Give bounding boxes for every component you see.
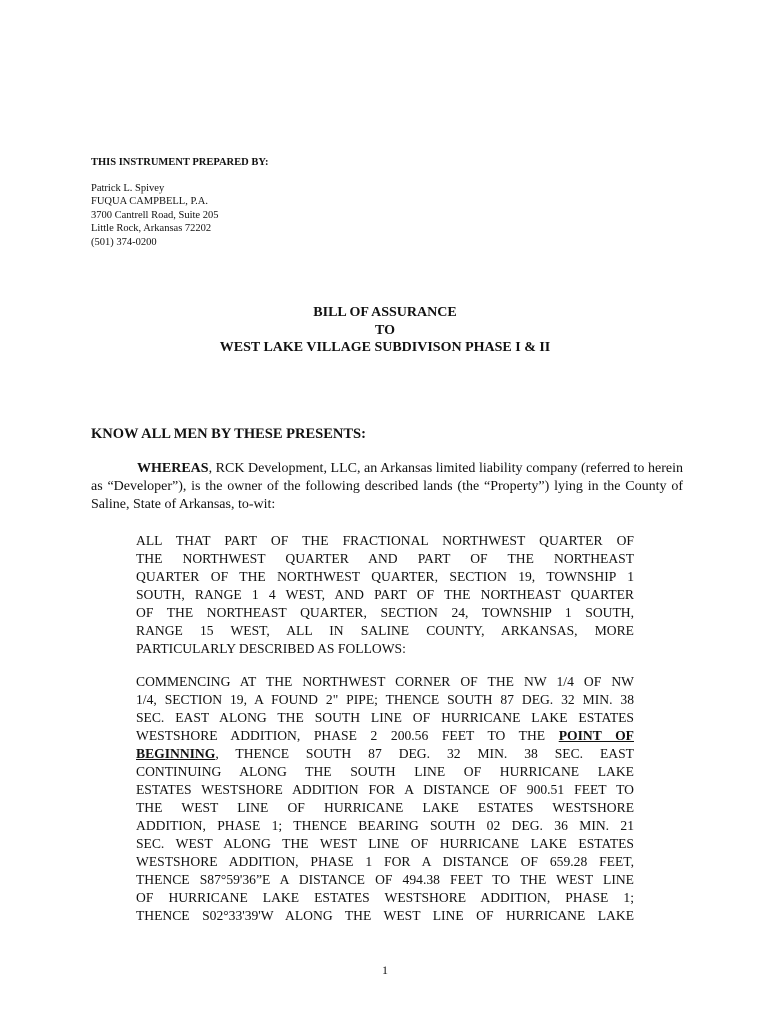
- point-of-beginning-label: POINT OF: [558, 728, 634, 743]
- legal-line: QUARTER OF THE NORTHWEST QUARTER, SECTION 19, TOWNSHIP 1: [136, 569, 634, 584]
- legal-line: [136, 745, 634, 763]
- preparer-firm: FUQUA CAMPBELL, P.A.: [91, 196, 208, 208]
- legal-line: [136, 727, 634, 745]
- legal-line-text: WESTSHORE ADDITION, PHASE 2 200.56 FEET TO THE: [136, 728, 559, 743]
- point-of-beginning-label: BEGINNING: [136, 746, 216, 761]
- preparer-address-block: [91, 182, 218, 249]
- metes-and-bounds-paragraph: [136, 673, 634, 925]
- legal-line: OF THE NORTHEAST QUARTER, SECTION 24, TOWNSHIP 1 SOUTH,: [136, 605, 634, 620]
- preparer-city: Little Rock, Arkansas 72202: [91, 223, 212, 235]
- legal-line: CONTINUING ALONG THE SOUTH LINE OF HURRICANE LAKE: [136, 764, 634, 779]
- legal-line: PARTICULARLY DESCRIBED AS FOLLOWS:: [136, 641, 406, 656]
- legal-line: THENCE S87°59'36”E A DISTANCE OF 494.38 FEET TO THE WEST LINE: [136, 872, 634, 887]
- legal-line: RANGE 15 WEST, ALL IN SALINE COUNTY, ARKANSAS, MORE: [136, 623, 634, 638]
- legal-line: SEC. EAST ALONG THE SOUTH LINE OF HURRICANE LAKE ESTATES: [136, 710, 634, 725]
- prepared-by-heading: THIS INSTRUMENT PREPARED BY:: [91, 157, 269, 168]
- title-line-3: WEST LAKE VILLAGE SUBDIVISON PHASE I & II: [219, 340, 551, 355]
- legal-line: SOUTH, RANGE 1 4 WEST, AND PART OF THE NORTHEAST QUARTER: [136, 587, 634, 602]
- preparer-name: Patrick L. Spivey: [91, 183, 165, 194]
- whereas-body: , RCK Development, LLC, an Arkansas limited liability company (referred to herein as “Developer”), is the owner of the following described lands (the “Property”) lying in the County of Saline, State of Arkansas, to-wit:: [91, 461, 683, 513]
- title-line-1: BILL OF ASSURANCE: [313, 305, 457, 320]
- legal-line: THENCE S02°33'39'W ALONG THE WEST LINE OF HURRICANE LAKE: [136, 908, 634, 923]
- legal-line: 1/4, SECTION 19, A FOUND 2" PIPE; THENCE SOUTH 87 DEG. 32 MIN. 38: [136, 692, 634, 707]
- whereas-lead: WHEREAS: [137, 461, 209, 476]
- title-line-2: TO: [375, 322, 395, 338]
- legal-line: OF HURRICANE LAKE ESTATES WESTSHORE ADDITION, PHASE 1;: [136, 890, 634, 905]
- preparer-phone: (501) 374-0200: [91, 236, 157, 248]
- know-all-heading: KNOW ALL MEN BY THESE PRESENTS:: [91, 426, 366, 442]
- legal-line-text: , THENCE SOUTH 87 DEG. 32 MIN. 38 SEC. EAST: [215, 746, 634, 761]
- legal-line: ADDITION, PHASE 1; THENCE BEARING SOUTH 02 DEG. 36 MIN. 21: [136, 818, 634, 833]
- page-number: 1: [382, 963, 388, 977]
- legal-line: COMMENCING AT THE NORTHWEST CORNER OF THE NW 1/4 OF NW: [136, 674, 634, 689]
- legal-line: THE WEST LINE OF HURRICANE LAKE ESTATES WESTSHORE: [136, 800, 634, 815]
- document-title: [0, 304, 770, 357]
- preparer-street: 3700 Cantrell Road, Suite 205: [91, 209, 219, 221]
- legal-line: WESTSHORE ADDITION, PHASE 1 FOR A DISTANCE OF 659.28 FEET,: [136, 854, 634, 869]
- whereas-paragraph: [91, 460, 683, 515]
- legal-line: ALL THAT PART OF THE FRACTIONAL NORTHWEST QUARTER OF: [136, 533, 634, 548]
- legal-line: THE NORTHWEST QUARTER AND PART OF THE NORTHEAST: [136, 551, 634, 566]
- legal-line: ESTATES WESTSHORE ADDITION FOR A DISTANCE OF 900.51 FEET TO: [136, 782, 634, 797]
- legal-description-paragraph: [136, 532, 634, 658]
- legal-line: SEC. WEST ALONG THE WEST LINE OF HURRICANE LAKE ESTATES: [136, 836, 634, 851]
